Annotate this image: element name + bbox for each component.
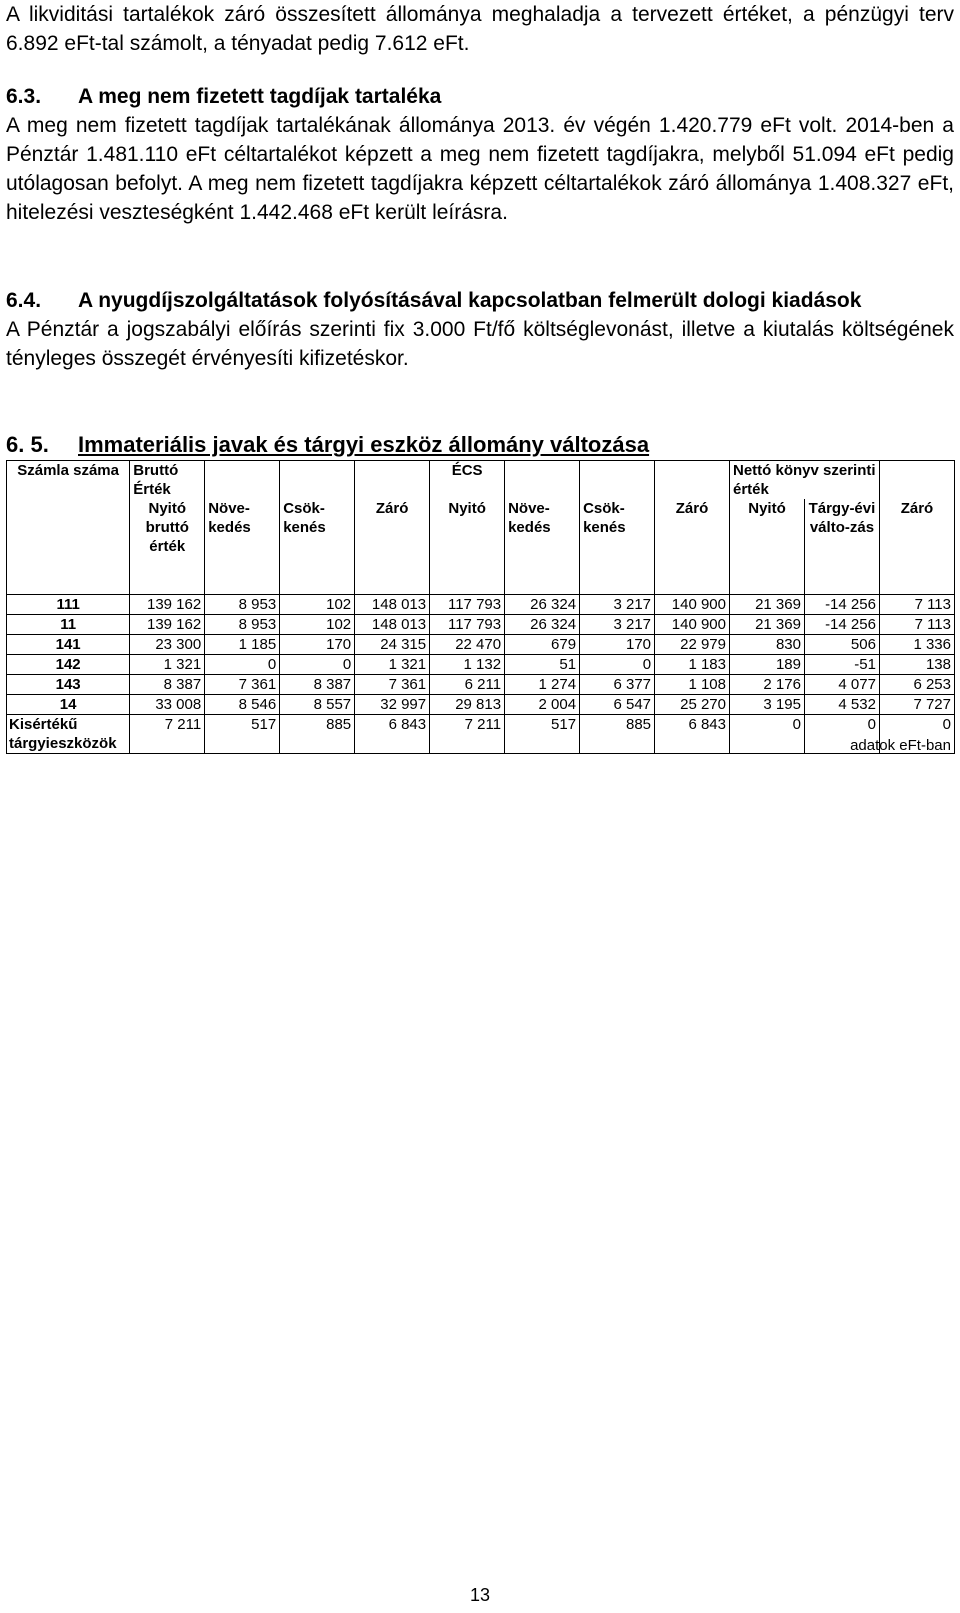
account-cell: 142 xyxy=(7,655,130,675)
value-cell: 23 300 xyxy=(130,635,205,655)
page-number: 13 xyxy=(469,1585,491,1605)
value-cell: 0 xyxy=(879,715,954,754)
value-cell: 6 547 xyxy=(580,695,655,715)
value-cell: 6 377 xyxy=(580,675,655,695)
header-net: Nettó könyv szerinti érték xyxy=(730,461,880,500)
unit-note: adatok eFt-ban xyxy=(850,737,951,754)
value-cell: 2 004 xyxy=(505,695,580,715)
section-number: 6. 5. xyxy=(6,432,49,457)
value-cell: 1 336 xyxy=(879,635,954,655)
value-cell: 8 557 xyxy=(280,695,355,715)
value-cell: 1 321 xyxy=(130,655,205,675)
value-cell: 8 387 xyxy=(280,675,355,695)
value-cell: 22 979 xyxy=(655,635,730,655)
value-cell: 138 xyxy=(879,655,954,675)
value-cell: -14 256 xyxy=(804,595,879,615)
value-cell: 117 793 xyxy=(430,615,505,635)
value-cell: 7 113 xyxy=(879,615,954,635)
value-cell: 0 xyxy=(205,655,280,675)
table-header-row xyxy=(7,461,955,500)
value-cell: 517 xyxy=(505,715,580,754)
value-cell: 22 470 xyxy=(430,635,505,655)
value-cell: 140 900 xyxy=(655,615,730,635)
value-cell: 139 162 xyxy=(130,595,205,615)
header-gross-open: Nyitó bruttó érték xyxy=(130,499,205,595)
header-account: Számla száma xyxy=(7,461,130,500)
value-cell: 830 xyxy=(730,635,805,655)
value-cell: 1 274 xyxy=(505,675,580,695)
value-cell: 517 xyxy=(205,715,280,754)
table-subheader-row xyxy=(7,499,955,595)
value-cell: 7 211 xyxy=(130,715,205,754)
section-6-4-heading xyxy=(6,286,954,315)
account-cell: 141 xyxy=(7,635,130,655)
table-row xyxy=(7,615,955,635)
value-cell: 0 xyxy=(730,715,805,754)
section-title: A nyugdíjszolgáltatások folyósításával kapcsolatban felmerült dologi kiadások xyxy=(78,289,862,312)
value-cell: 189 xyxy=(730,655,805,675)
section-6-3-heading xyxy=(6,82,954,111)
header-gross: Bruttó Érték xyxy=(130,461,205,500)
header-close: Záró xyxy=(355,499,430,595)
value-cell: 148 013 xyxy=(355,595,430,615)
value-cell: 7 361 xyxy=(355,675,430,695)
value-cell: 1 108 xyxy=(655,675,730,695)
section-6-4-paragraph: A Pénztár a jogszabályi előírás szerinti fix 3.000 Ft/fő költséglevonást, illetve a kiutalás költségének tényleges összegét érvényesíti kifizetéskor. xyxy=(6,318,954,370)
value-cell: 8 953 xyxy=(205,615,280,635)
value-cell: 6 253 xyxy=(879,675,954,695)
value-cell: 32 997 xyxy=(355,695,430,715)
header-ecs-decrease: Csök-kenés xyxy=(580,499,655,595)
header-ecs-open: Nyitó xyxy=(430,499,505,595)
section-6-3-paragraph: A meg nem fizetett tagdíjak tartalékának állománya 2013. év végén 1.420.779 eFt volt. 2014-ben a Pénztár 1.481.110 eFt céltartalékot képzett a meg nem fizetett tagdíjakra, melyből 51.094 eFt pedig utólagosan befolyt. A meg nem fizetett tagdíjakra képzett céltartalékok záró állománya 1.408.327 eFt, hitelezési veszteségként 1.442.468 eFt került leírásra. xyxy=(6,114,954,224)
value-cell: -14 256 xyxy=(804,615,879,635)
value-cell: 148 013 xyxy=(355,615,430,635)
value-cell: 26 324 xyxy=(505,615,580,635)
value-cell: 7 727 xyxy=(879,695,954,715)
value-cell: 3 217 xyxy=(580,595,655,615)
account-cell: 111 xyxy=(7,595,130,615)
value-cell: 117 793 xyxy=(430,595,505,615)
value-cell: 24 315 xyxy=(355,635,430,655)
value-cell: 6 843 xyxy=(655,715,730,754)
table-row xyxy=(7,595,955,615)
asset-change-table xyxy=(6,460,955,754)
section-title: Immateriális javak és tárgyi eszköz állomány változása xyxy=(78,432,650,457)
value-cell: 3 217 xyxy=(580,615,655,635)
section-6-5 xyxy=(6,430,954,459)
table-row xyxy=(7,715,955,754)
table-row xyxy=(7,635,955,655)
account-cell: 11 xyxy=(7,615,130,635)
value-cell: 4 077 xyxy=(804,675,879,695)
value-cell: 8 387 xyxy=(130,675,205,695)
value-cell: 7 113 xyxy=(879,595,954,615)
header-net-open: Nyitó xyxy=(730,499,805,595)
value-cell: 7 211 xyxy=(430,715,505,754)
value-cell: 7 361 xyxy=(205,675,280,695)
table-body xyxy=(7,595,955,754)
value-cell: 1 183 xyxy=(655,655,730,675)
value-cell: 506 xyxy=(804,635,879,655)
header-ecs: ÉCS xyxy=(430,461,505,500)
section-title: A meg nem fizetett tagdíjak tartaléka xyxy=(78,85,442,108)
value-cell: 170 xyxy=(280,635,355,655)
table-row xyxy=(7,695,955,715)
value-cell: 140 900 xyxy=(655,595,730,615)
value-cell: 21 369 xyxy=(730,595,805,615)
value-cell: 0 xyxy=(580,655,655,675)
header-decrease: Csök-kenés xyxy=(280,499,355,595)
value-cell: 3 195 xyxy=(730,695,805,715)
header-net-change: Tárgy-évi válto-zás xyxy=(804,499,879,595)
value-cell: 25 270 xyxy=(655,695,730,715)
section-6-5-heading xyxy=(6,430,954,459)
value-cell: 139 162 xyxy=(130,615,205,635)
account-cell: Kisértékű tárgyieszközök xyxy=(7,715,130,754)
value-cell: 679 xyxy=(505,635,580,655)
section-6-3 xyxy=(6,82,954,227)
value-cell: 8 546 xyxy=(205,695,280,715)
value-cell: 102 xyxy=(280,615,355,635)
value-cell: 170 xyxy=(580,635,655,655)
intro-paragraph: A likviditási tartalékok záró összesített állománya meghaladja a tervezett értéket, a pénzügyi terv 6.892 eFt-tal számolt, a tényadat pedig 7.612 eFt. xyxy=(6,3,954,55)
value-cell: 1 185 xyxy=(205,635,280,655)
value-cell: 6 211 xyxy=(430,675,505,695)
value-cell: 21 369 xyxy=(730,615,805,635)
header-ecs-close: Záró xyxy=(655,499,730,595)
section-number: 6.3. xyxy=(6,85,42,108)
value-cell: 0 xyxy=(804,715,879,754)
value-cell: 6 843 xyxy=(355,715,430,754)
value-cell: 0 xyxy=(280,655,355,675)
value-cell: 1 321 xyxy=(355,655,430,675)
value-cell: 51 xyxy=(505,655,580,675)
header-increase: Növe-kedés xyxy=(205,499,280,595)
value-cell: 1 132 xyxy=(430,655,505,675)
value-cell: 8 953 xyxy=(205,595,280,615)
value-cell: 4 532 xyxy=(804,695,879,715)
header-net-close: Záró xyxy=(879,499,954,595)
section-number: 6.4. xyxy=(6,289,42,312)
value-cell: -51 xyxy=(804,655,879,675)
value-cell: 33 008 xyxy=(130,695,205,715)
header-ecs-increase: Növe-kedés xyxy=(505,499,580,595)
value-cell: 885 xyxy=(580,715,655,754)
value-cell: 26 324 xyxy=(505,595,580,615)
account-cell: 14 xyxy=(7,695,130,715)
table-row xyxy=(7,655,955,675)
account-cell: 143 xyxy=(7,675,130,695)
section-6-4 xyxy=(6,286,954,373)
table-row xyxy=(7,675,955,695)
value-cell: 885 xyxy=(280,715,355,754)
value-cell: 2 176 xyxy=(730,675,805,695)
value-cell: 102 xyxy=(280,595,355,615)
value-cell: 29 813 xyxy=(430,695,505,715)
